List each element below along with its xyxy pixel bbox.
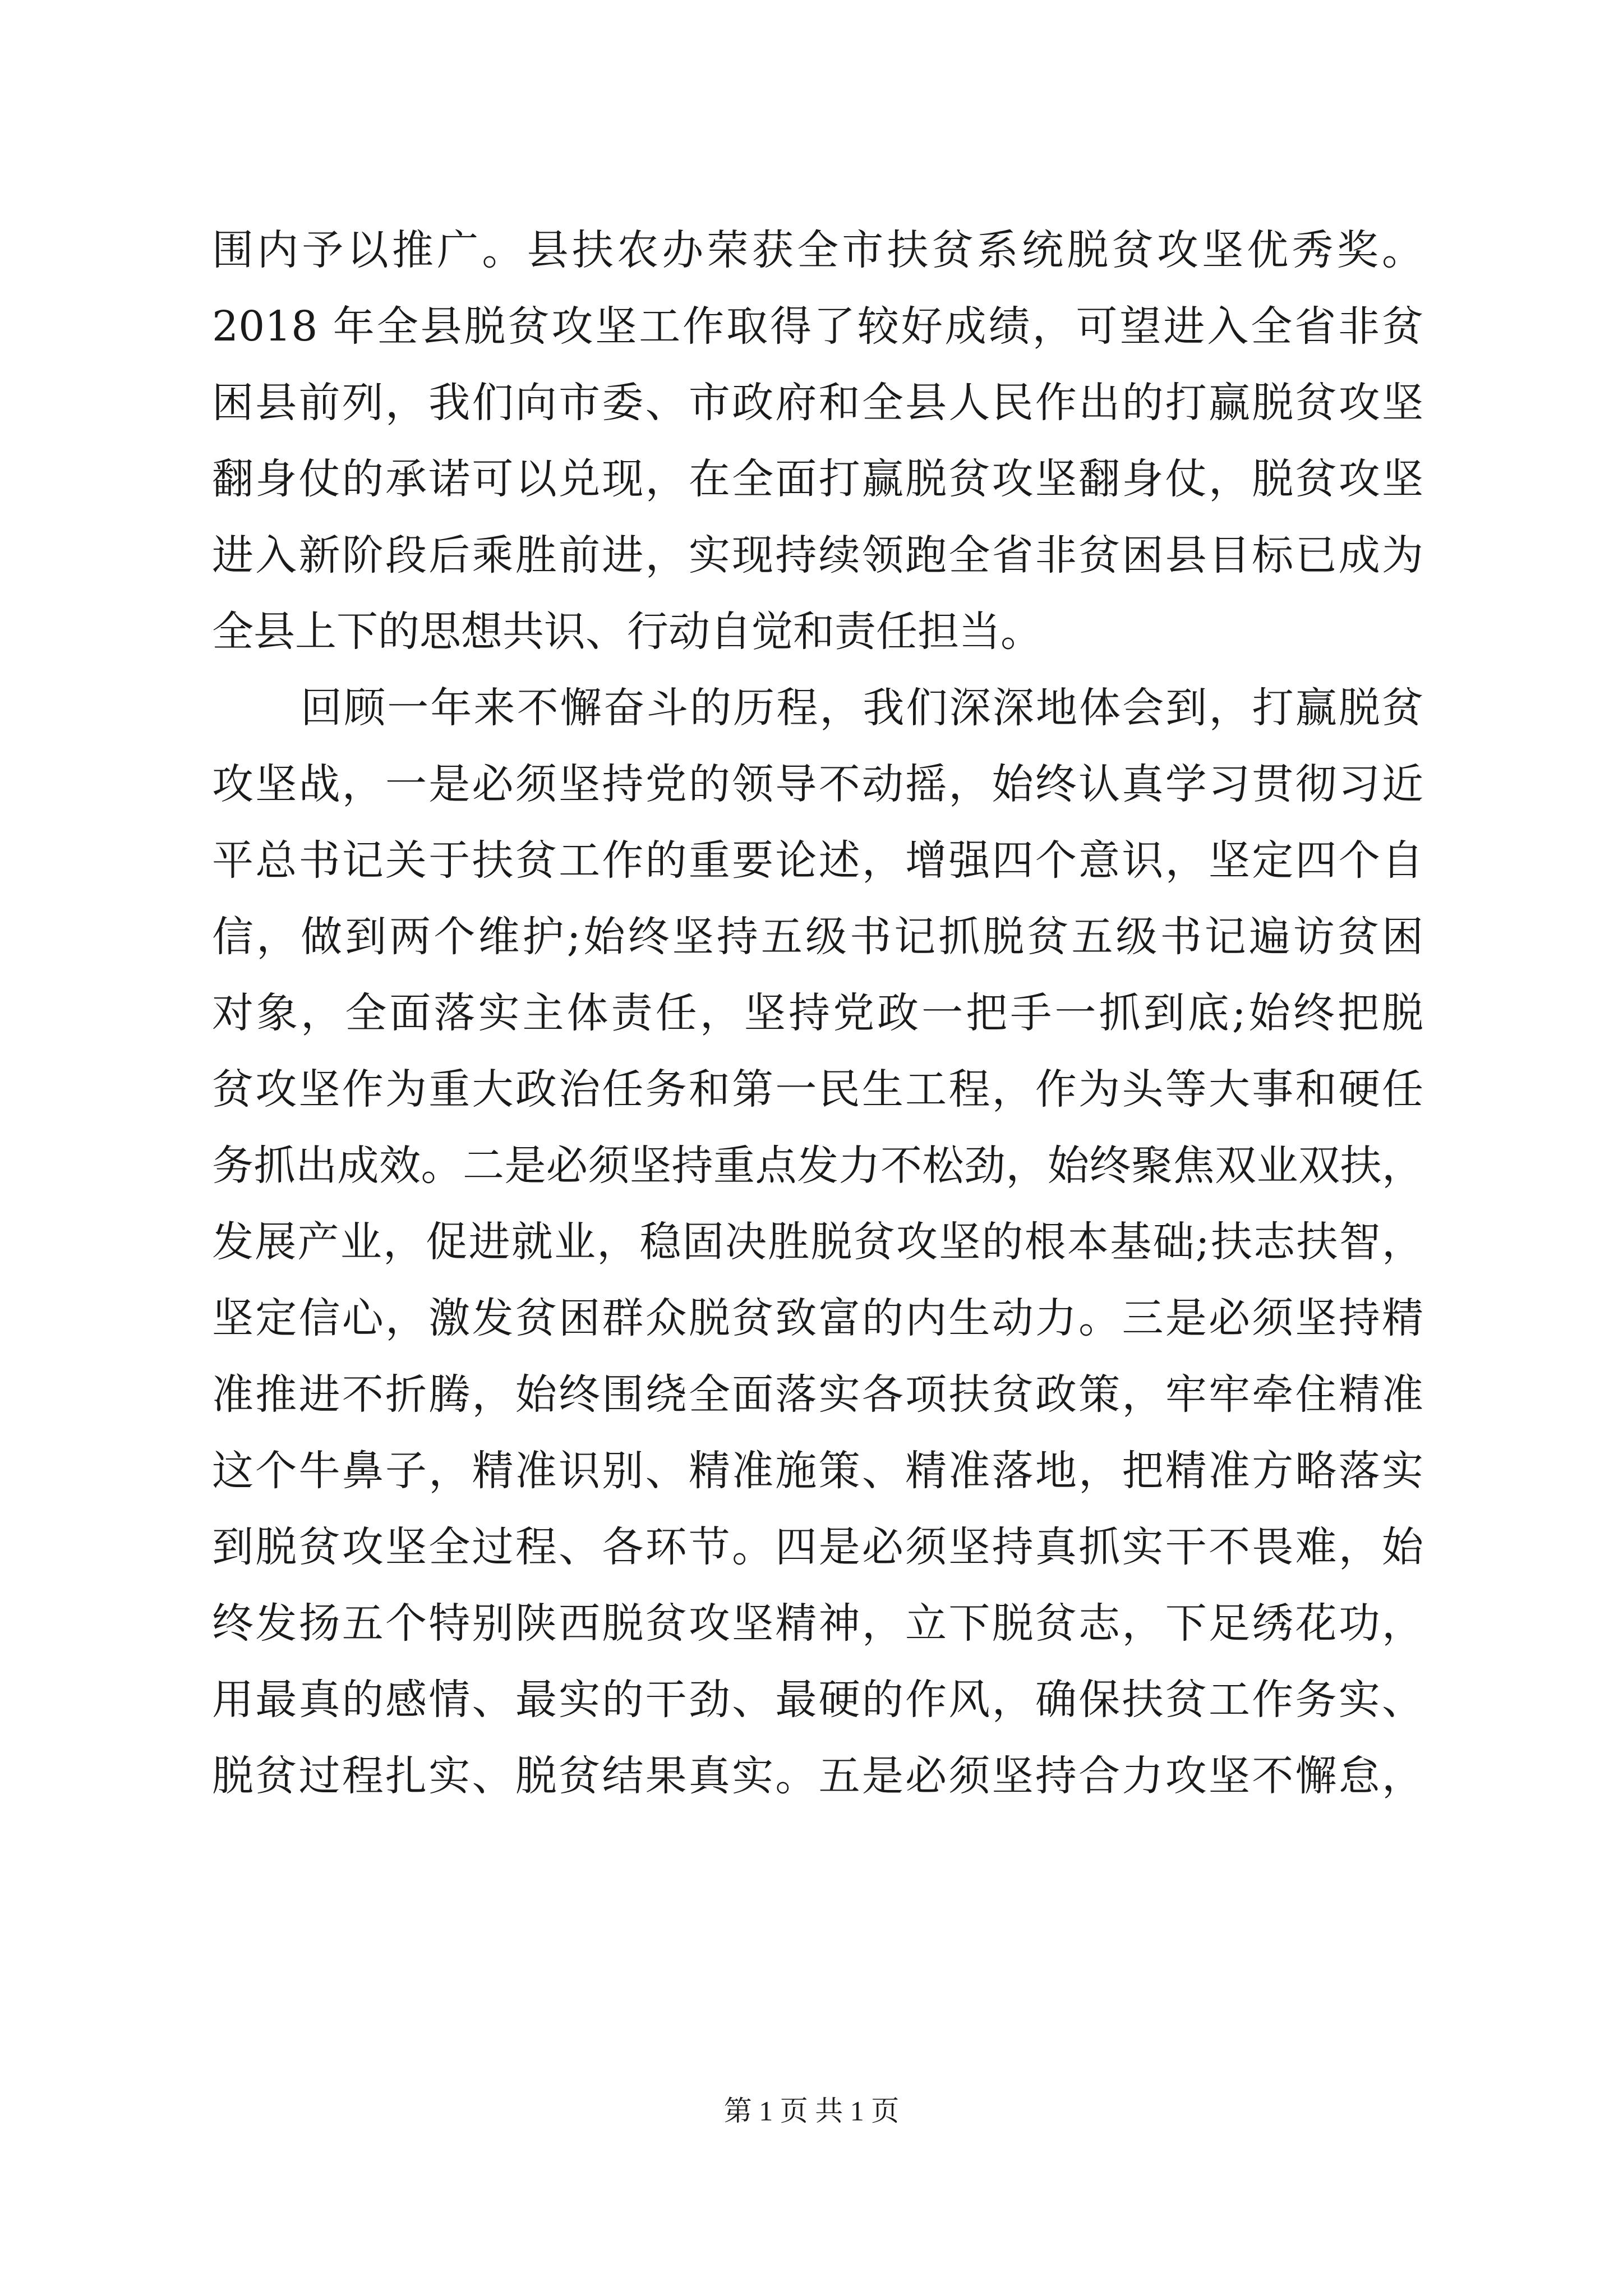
page-footer	[0, 2091, 1623, 2131]
text-line: 围内予以推广。县扶农办荣获全市扶贫系统脱贫攻坚优秀奖。	[212, 226, 1423, 274]
text-line: 这个牛鼻子，精准识别、精准施策、精准落地，把精准方略落实	[212, 1447, 1423, 1495]
text-line: 发展产业，促进就业，稳固决胜脱贫攻坚的根本基础;扶志扶智，	[212, 1218, 1423, 1266]
text-line: 平总书记关于扶贫工作的重要论述，增强四个意识，坚定四个自	[212, 836, 1423, 885]
text-line: 翻身仗的承诺可以兑现，在全面打赢脱贫攻坚翻身仗，脱贫攻坚	[212, 455, 1423, 503]
text-line: 贫攻坚作为重大政治任务和第一民生工程，作为头等大事和硬任	[212, 1065, 1423, 1114]
text-line: 对象，全面落实主体责任，坚持党政一把手一抓到底;始终把脱	[212, 989, 1423, 1037]
page-number: 第 1 页 共 1 页	[723, 2095, 900, 2127]
text-line: 坚定信心，激发贫困群众脱贫致富的内生动力。三是必须坚持精	[212, 1294, 1423, 1342]
text-line: 准推进不折腾，始终围绕全面落实各项扶贫政策，牢牢牵住精准	[212, 1370, 1423, 1419]
text-line: 困县前列，我们向市委、市政府和全县人民作出的打赢脱贫攻坚	[212, 379, 1423, 427]
text-line: 脱贫过程扎实、脱贫结果真实。五是必须坚持合力攻坚不懈怠，	[212, 1752, 1423, 1800]
text-line: 2018 年全县脱贫攻坚工作取得了较好成绩，可望进入全省非贫	[212, 302, 1423, 351]
text-line: 攻坚战，一是必须坚持党的领导不动摇，始终认真学习贯彻习近	[212, 760, 1423, 808]
text-line: 用最真的感情、最实的干劲、最硬的作风，确保扶贫工作务实、	[212, 1676, 1423, 1724]
body-text	[212, 212, 1423, 1814]
text-line: 信，做到两个维护;始终坚持五级书记抓脱贫五级书记遍访贫困	[212, 913, 1423, 961]
text-line: 到脱贫攻坚全过程、各环节。四是必须坚持真抓实干不畏难，始	[212, 1523, 1423, 1571]
text-line: 进入新阶段后乘胜前进，实现持续领跑全省非贫困县目标已成为	[212, 531, 1423, 579]
paragraph-first-line: 回顾一年来不懈奋斗的历程，我们深深地体会到，打赢脱贫	[301, 684, 1423, 732]
text-line: 务抓出成效。二是必须坚持重点发力不松劲，始终聚焦双业双扶，	[212, 1142, 1423, 1190]
text-line: 全县上下的思想共识、行动自觉和责任担当。	[212, 608, 1042, 656]
text-line: 终发扬五个特别陕西脱贫攻坚精神，立下脱贫志，下足绣花功，	[212, 1599, 1423, 1648]
